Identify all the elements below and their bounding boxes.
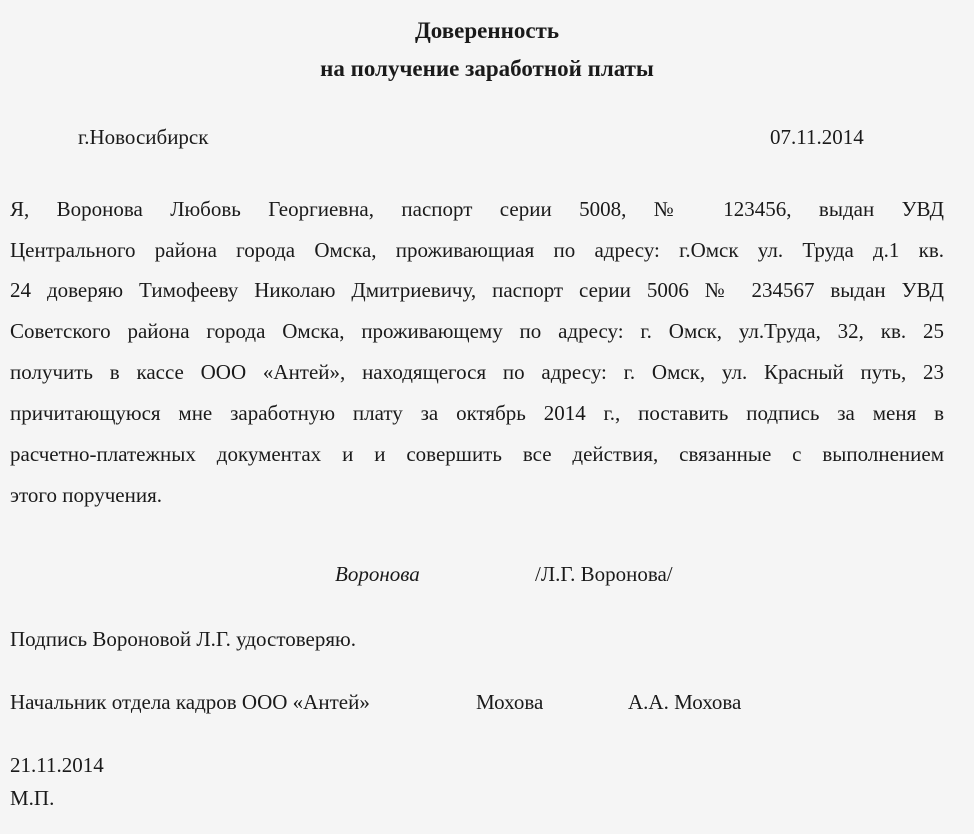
document-title: Доверенность	[414, 18, 560, 43]
certification-date: 21.11.2014	[10, 753, 104, 777]
certifier-name: А.А. Мохова	[628, 690, 742, 714]
body-line: 24 доверяю Тимофееву Николаю Дмитриевичу, паспорт серии 5006 № 234567 выдан УВД	[10, 278, 944, 302]
principal-signature: Воронова	[335, 562, 420, 586]
signature-certification: Подпись Вороновой Л.Г. удостоверяю.	[10, 627, 356, 651]
body-line: Центрального района города Омска, проживающиая по адресу: г.Омск ул. Труда д.1 кв.	[10, 238, 944, 262]
body-line: расчетно-платежных документах и и совершить все действия, связанные с выполнением	[10, 442, 944, 466]
body-line: получить в кассе ООО «Антей», находящегося по адресу: г. Омск, ул. Красный путь, 23	[10, 360, 944, 384]
document-subtitle: на получение заработной платы	[320, 56, 654, 81]
stamp-place: М.П.	[10, 786, 55, 810]
principal-name: /Л.Г. Воронова/	[535, 562, 673, 586]
body-line: Советского района города Омска, проживающему по адресу: г. Омск, ул.Труда, 32, кв. 25	[10, 319, 944, 343]
body-line: причитающуюся мне заработную плату за октябрь 2014 г., поставить подпись за меня в	[10, 401, 944, 425]
city: г.Новосибирск	[78, 125, 209, 149]
body-line: этого поручения.	[10, 483, 162, 507]
body-line: Я, Воронова Любовь Георгиевна, паспорт серии 5008, № 123456, выдан УВД	[10, 197, 944, 221]
document-date: 07.11.2014	[770, 125, 864, 149]
certifier-title: Начальник отдела кадров ООО «Антей»	[10, 690, 370, 714]
certifier-signature: Мохова	[476, 690, 544, 714]
